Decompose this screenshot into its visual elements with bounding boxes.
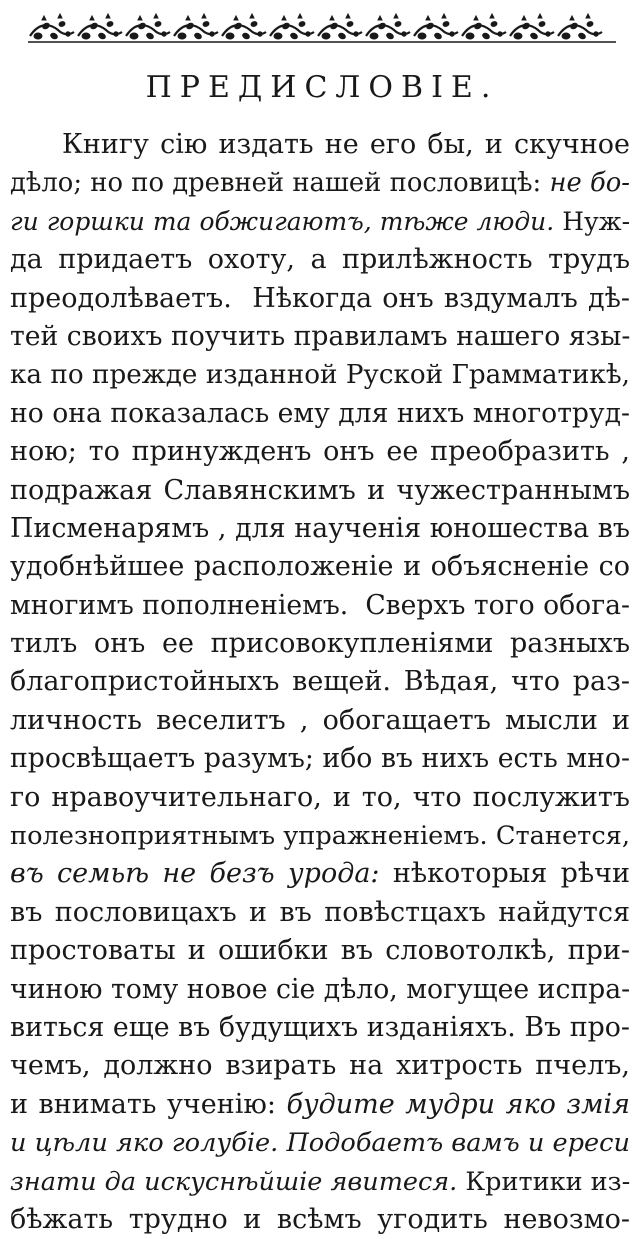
text-line: [10, 241, 630, 279]
italic-text-segment: будите мудри яко змія: [286, 1088, 630, 1120]
text-segment: личность веселитъ , обогащаетъ мысли и: [10, 704, 630, 736]
text-segment: полезноприятнымъ упражненіемъ. Станется,: [10, 821, 630, 852]
body-text: [10, 126, 630, 1239]
text-line: [10, 663, 630, 701]
text-line: [10, 1163, 630, 1201]
text-segment: чемъ, должно взирать на хитрость пчелъ,: [10, 1050, 630, 1082]
text-segment: ною; то принужденъ онъ ее преобразить ,: [10, 436, 630, 468]
floral-ornament-svg: [28, 12, 616, 46]
text-segment: Критики из-: [457, 1166, 630, 1197]
text-line: [10, 203, 630, 241]
text-segment: Писменарямъ , для наученія юношества въ: [10, 512, 630, 544]
text-segment: многимъ пополненіемъ. Сверхъ того обога-: [10, 589, 630, 621]
italic-text-segment: не бо-: [549, 168, 630, 199]
text-line: [10, 318, 630, 356]
text-line: [10, 1124, 630, 1162]
italic-text-segment: и цѣли яко голубіе. Подобаетъ вамъ и ереси: [10, 1128, 630, 1159]
text-line: [10, 587, 630, 625]
text-line: [10, 280, 630, 318]
text-line: [10, 395, 630, 433]
text-line: [10, 510, 630, 548]
text-segment: нѣкоторыя рѣчи: [379, 858, 630, 890]
text-line: [10, 625, 630, 663]
text-segment: простоваты и ошибки въ словотолкѣ, при-: [10, 935, 630, 967]
text-line: [10, 356, 630, 394]
text-line: [10, 164, 630, 202]
text-line: [10, 740, 630, 778]
text-segment: просвѣщаетъ разумъ; ибо въ нихъ есть мно-: [10, 743, 630, 775]
text-segment: виться еще въ будущихъ изданіяхъ. Въ про-: [10, 1011, 630, 1043]
text-segment: чиною тому новое сіе дѣло, могущее испра-: [10, 973, 630, 1005]
text-line: [10, 548, 630, 586]
text-line: [10, 1201, 630, 1239]
text-segment: дѣло; но по древней нашей пословицѣ:: [10, 168, 550, 199]
text-segment: тилъ онъ ее присовокупленіями разныхъ: [10, 628, 630, 660]
text-segment: Книгу сію издать не его бы, и скучное: [62, 129, 630, 160]
text-line: [10, 433, 630, 471]
text-line: [10, 472, 630, 510]
text-line: [10, 1086, 630, 1124]
text-segment: преодолѣваетъ. Нѣкогда онъ вздумалъ дѣ-: [10, 282, 630, 314]
text-segment: го нравоучительнаго, и то, что послужитъ: [10, 781, 630, 813]
text-line: [62, 126, 630, 164]
text-line: [10, 702, 630, 740]
text-segment: въ пословицахъ и въ повѣстцахъ найдутся: [10, 896, 630, 928]
text-segment: и внимать ученію:: [10, 1088, 287, 1120]
text-line: [10, 932, 630, 970]
text-line: [10, 855, 630, 893]
text-line: [10, 817, 630, 855]
text-segment: подражая Славянскимъ и чужестраннымъ: [10, 474, 630, 506]
text-line: [10, 1047, 630, 1085]
text-segment: но она показалась ему для нихъ многотруд-: [10, 397, 630, 429]
text-line: [10, 1009, 630, 1047]
text-segment: да придаетъ охоту, а прилѣжность трудъ: [10, 244, 630, 276]
floral-ornament-icon: [28, 12, 616, 46]
text-line: [10, 779, 630, 817]
text-line: [10, 894, 630, 932]
italic-text-segment: знати да искуснѣйшіе явитеся.: [10, 1166, 458, 1197]
text-segment: ка по прежде изданной Руской Грамматикѣ,: [10, 360, 630, 391]
text-segment: бѣжать трудно и всѣмъ угодить невозмо-: [10, 1203, 630, 1235]
text-segment: тей своихъ поучить правиламъ нашего язы-: [10, 320, 630, 352]
page-title: ПРЕДИСЛОВІЕ.: [145, 70, 499, 105]
text-segment: удобнѣйшее расположеніе и объясненіе со: [10, 551, 630, 583]
italic-text-segment: въ семьѣ не безъ урода:: [10, 858, 380, 890]
italic-text-segment: ги горшки та обжигаютъ, тѣже люди.: [10, 206, 555, 236]
text-segment: Нуж-: [554, 206, 630, 236]
text-segment: благопристойныхъ вещей. Вѣдая, что раз-: [10, 666, 630, 698]
text-line: [10, 971, 630, 1009]
